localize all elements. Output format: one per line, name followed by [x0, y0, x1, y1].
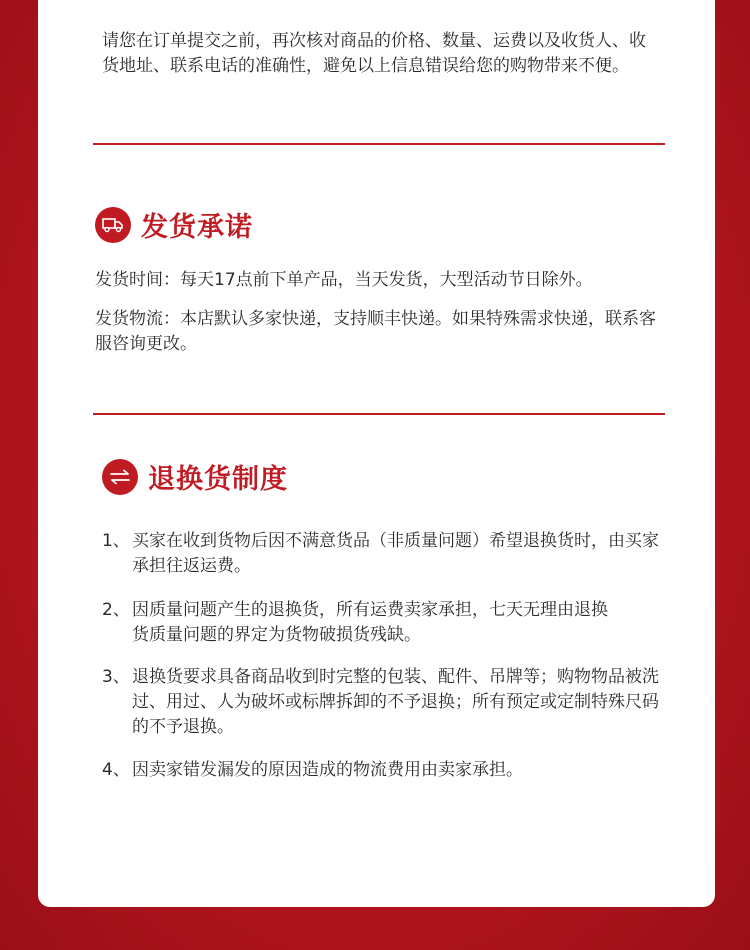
list-item — [102, 665, 662, 740]
list-item-text: 因卖家错发漏发的原因造成的物流费用由卖家承担。 — [132, 760, 523, 780]
returns-section-header — [102, 457, 288, 496]
shipping-time-text: 发货时间：每天17点前下单产品，当天发货，大型活动节日除外。 — [95, 270, 593, 290]
list-item-text: 因质量问题产生的退换货，所有运费卖家承担，七天无理由退换货质量问题的界定为货物破损货残缺。 — [132, 600, 608, 645]
list-item-number: 1、 — [102, 531, 130, 551]
intro-notice: 请您在订单提交之前，再次核对商品的价格、数量、运费以及收货人、收货地址、联系电话的准确性，避免以上信息错误给您的购物带来不便。 — [102, 31, 646, 76]
list-item-number: 4、 — [102, 760, 130, 780]
list-item — [102, 529, 662, 579]
list-item-text: 退换货要求具备商品收到时完整的包装、配件、吊牌等；购物物品被洗过、用过、人为破坏或标牌拆卸的不予退换；所有预定或定制特殊尺码的不予退换。 — [132, 667, 659, 737]
shipping-section-header — [95, 205, 253, 244]
list-item — [102, 758, 662, 783]
shipping-logistics-text: 发货物流：本店默认多家快递，支持顺丰快递。如果特殊需求快递，联系客服咨询更改。 — [95, 309, 656, 354]
exchange-arrows-icon — [102, 459, 138, 495]
section-divider — [93, 143, 665, 145]
list-item-number: 2、 — [102, 600, 130, 620]
truck-icon — [95, 207, 131, 243]
section-divider — [93, 413, 665, 415]
list-item-number: 3、 — [102, 667, 130, 687]
returns-section-title: 退换货制度 — [148, 464, 288, 495]
shipping-section-title: 发货承诺 — [141, 212, 253, 243]
list-item-text: 买家在收到货物后因不满意货品（非质量问题）希望退换货时，由买家承担往返运费。 — [132, 531, 659, 576]
list-item — [102, 598, 662, 648]
